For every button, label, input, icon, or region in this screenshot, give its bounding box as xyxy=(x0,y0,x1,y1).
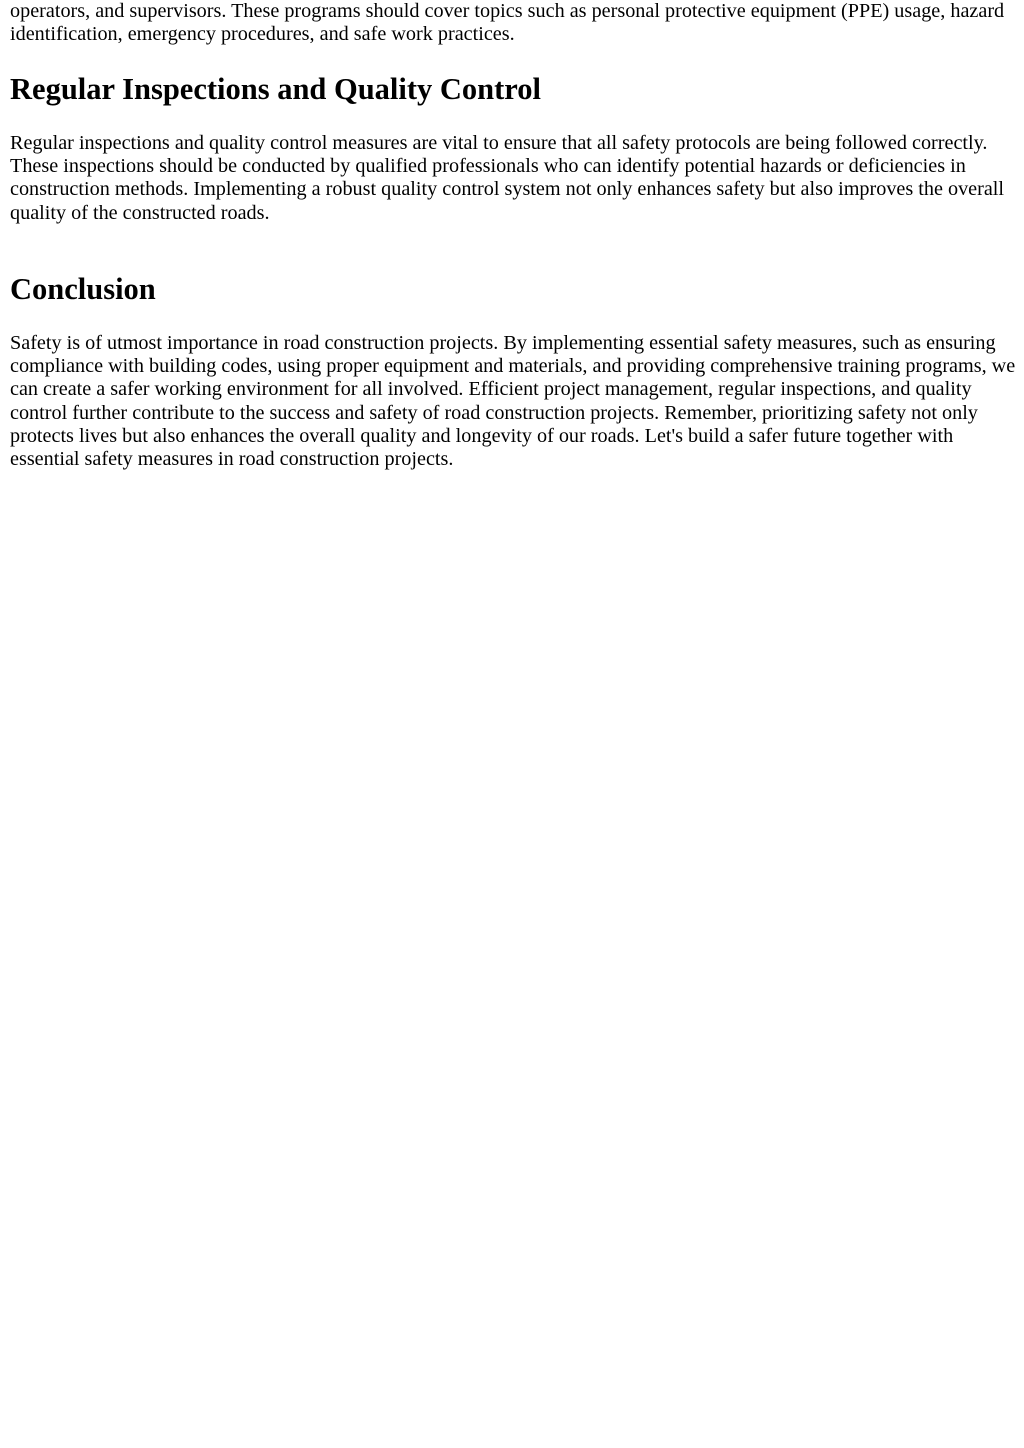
training-paragraph-continuation: operators, and supervisors. These programs should cover topics such as personal protective equipment (PPE) usage, hazard identification, emergency procedures, and safe work practices. xyxy=(10,0,1005,46)
section-heading-inspections: Regular Inspections and Quality Control xyxy=(10,72,542,106)
section-heading-conclusion: Conclusion xyxy=(10,272,156,306)
section-body-conclusion: Safety is of utmost importance in road construction projects. By implementing essential safety measures, such as ensuring compliance with building codes, using proper equipment and materials, and providing comprehensive training programs, we can create a safer working environment for all involved. Efficient project management, regular inspections, and quality control further contribute to the success and safety of road construction projects. Remember, prioritizing safety not only protects lives but also enhances the overall quality and longevity of our roads. Let's build a safer future together with essential safety measures in road construction projects. xyxy=(10,332,1016,471)
section-body-inspections: Regular inspections and quality control measures are vital to ensure that all safety protocols are being followed correctly. These inspections should be conducted by qualified professionals who can identify potential hazards or deficiencies in construction methods. Implementing a robust quality control system not only enhances safety but also improves the overall quality of the constructed roads. xyxy=(10,132,1005,224)
